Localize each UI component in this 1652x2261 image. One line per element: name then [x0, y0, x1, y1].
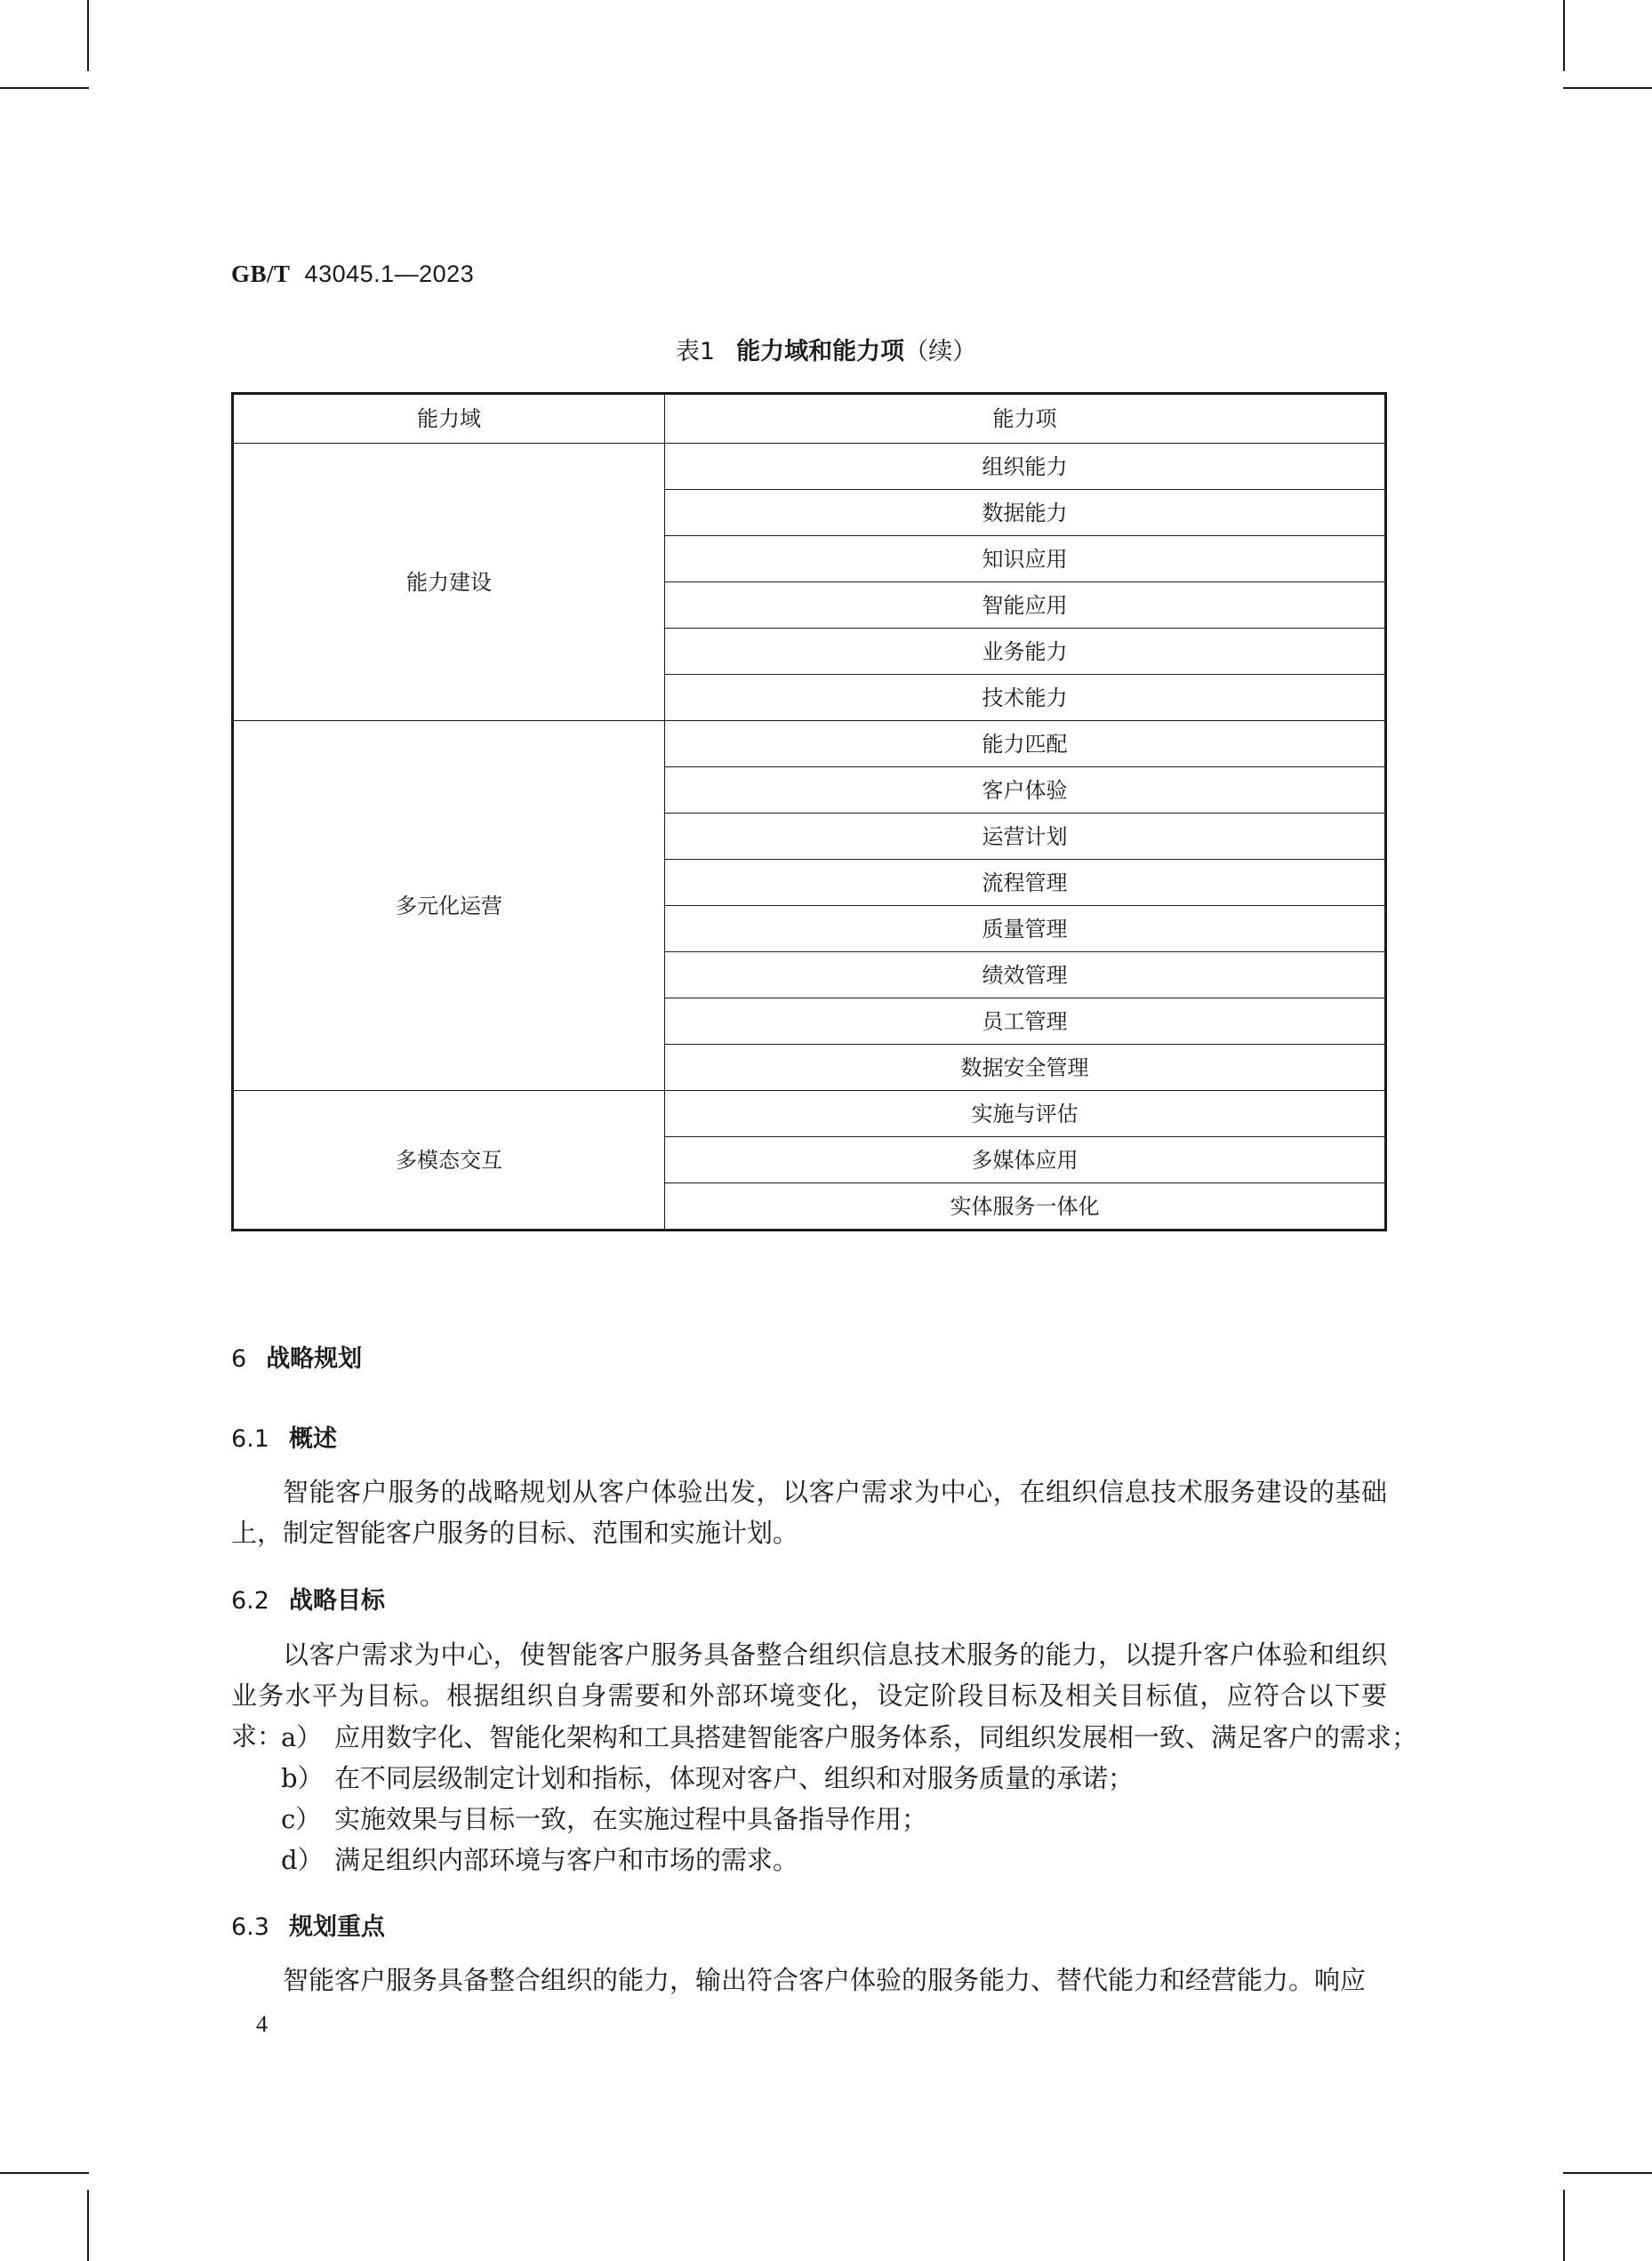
table-row — [233, 1091, 1386, 1137]
capability-table — [231, 392, 1387, 1231]
item-cell: 数据能力 — [665, 490, 1386, 536]
page-number: 4 — [256, 2011, 268, 2037]
paragraph: 以客户需求为中心，使智能客户服务具备整合组织信息技术服务的能力，以提升客户体验和组织业务水平为目标。根据组织自身需要和外部环境变化，设定阶段目标及相关目标值，应符合以下要求： — [231, 1640, 1387, 1752]
section-heading: 6 战略规划 — [231, 1345, 363, 1373]
crop-mark — [0, 87, 89, 89]
subsection-heading: 6.1 概述 — [231, 1425, 337, 1453]
item-cell: 员工管理 — [665, 998, 1386, 1045]
crop-mark — [1563, 0, 1565, 71]
item-cell: 运营计划 — [665, 814, 1386, 860]
crop-mark — [0, 2172, 89, 2174]
item-cell: 技术能力 — [665, 675, 1386, 721]
item-cell: 业务能力 — [665, 629, 1386, 675]
crop-mark — [87, 0, 89, 71]
item-cell: 实施与评估 — [665, 1091, 1386, 1137]
domain-cell: 多模态交互 — [233, 1091, 665, 1231]
column-header: 能力项 — [665, 394, 1386, 444]
standard-code: GB/T 43045.1—2023 — [231, 261, 475, 287]
table-row — [233, 444, 1386, 490]
item-cell: 智能应用 — [665, 582, 1386, 629]
item-cell: 组织能力 — [665, 444, 1386, 490]
subsection-heading: 6.2 战略目标 — [231, 1587, 385, 1615]
item-cell: 实体服务一体化 — [665, 1183, 1386, 1231]
item-cell: 多媒体应用 — [665, 1137, 1386, 1183]
domain-cell: 能力建设 — [233, 444, 665, 721]
item-cell: 数据安全管理 — [665, 1045, 1386, 1091]
table-header-row — [233, 394, 1386, 444]
paragraph: 智能客户服务具备整合组织的能力，输出符合客户体验的服务能力、替代能力和经营能力。响应 — [283, 1965, 1367, 1995]
item-cell: 知识应用 — [665, 536, 1386, 582]
item-cell: 绩效管理 — [665, 952, 1386, 998]
paragraph: 智能客户服务的战略规划从客户体验出发，以客户需求为中心，在组织信息技术服务建设的基础上，制定智能客户服务的目标、范围和实施计划。 — [231, 1477, 1387, 1548]
item-cell: 客户体验 — [665, 767, 1386, 814]
domain-cell: 多元化运营 — [233, 721, 665, 1091]
list-item: d） 满足组织内部环境与客户和市场的需求。 — [281, 1845, 799, 1875]
list-item: b） 在不同层级制定计划和指标，体现对客户、组织和对服务质量的承诺； — [281, 1763, 1135, 1793]
crop-mark — [1563, 2190, 1565, 2261]
table-caption: 表1 能力域和能力项（续） — [675, 338, 977, 365]
crop-mark — [1563, 2172, 1652, 2174]
column-header: 能力域 — [233, 394, 665, 444]
item-cell: 流程管理 — [665, 860, 1386, 906]
subsection-heading: 6.3 规划重点 — [231, 1913, 385, 1941]
crop-mark — [1563, 87, 1652, 89]
list-item: c） 实施效果与目标一致，在实施过程中具备指导作用； — [281, 1804, 928, 1834]
item-cell: 质量管理 — [665, 906, 1386, 952]
item-cell: 能力匹配 — [665, 721, 1386, 767]
crop-mark — [87, 2190, 89, 2261]
list-item: a） 应用数字化、智能化架构和工具搭建智能客户服务体系，同组织发展相一致、满足客户的需求； — [281, 1722, 1418, 1752]
table-row — [233, 721, 1386, 767]
